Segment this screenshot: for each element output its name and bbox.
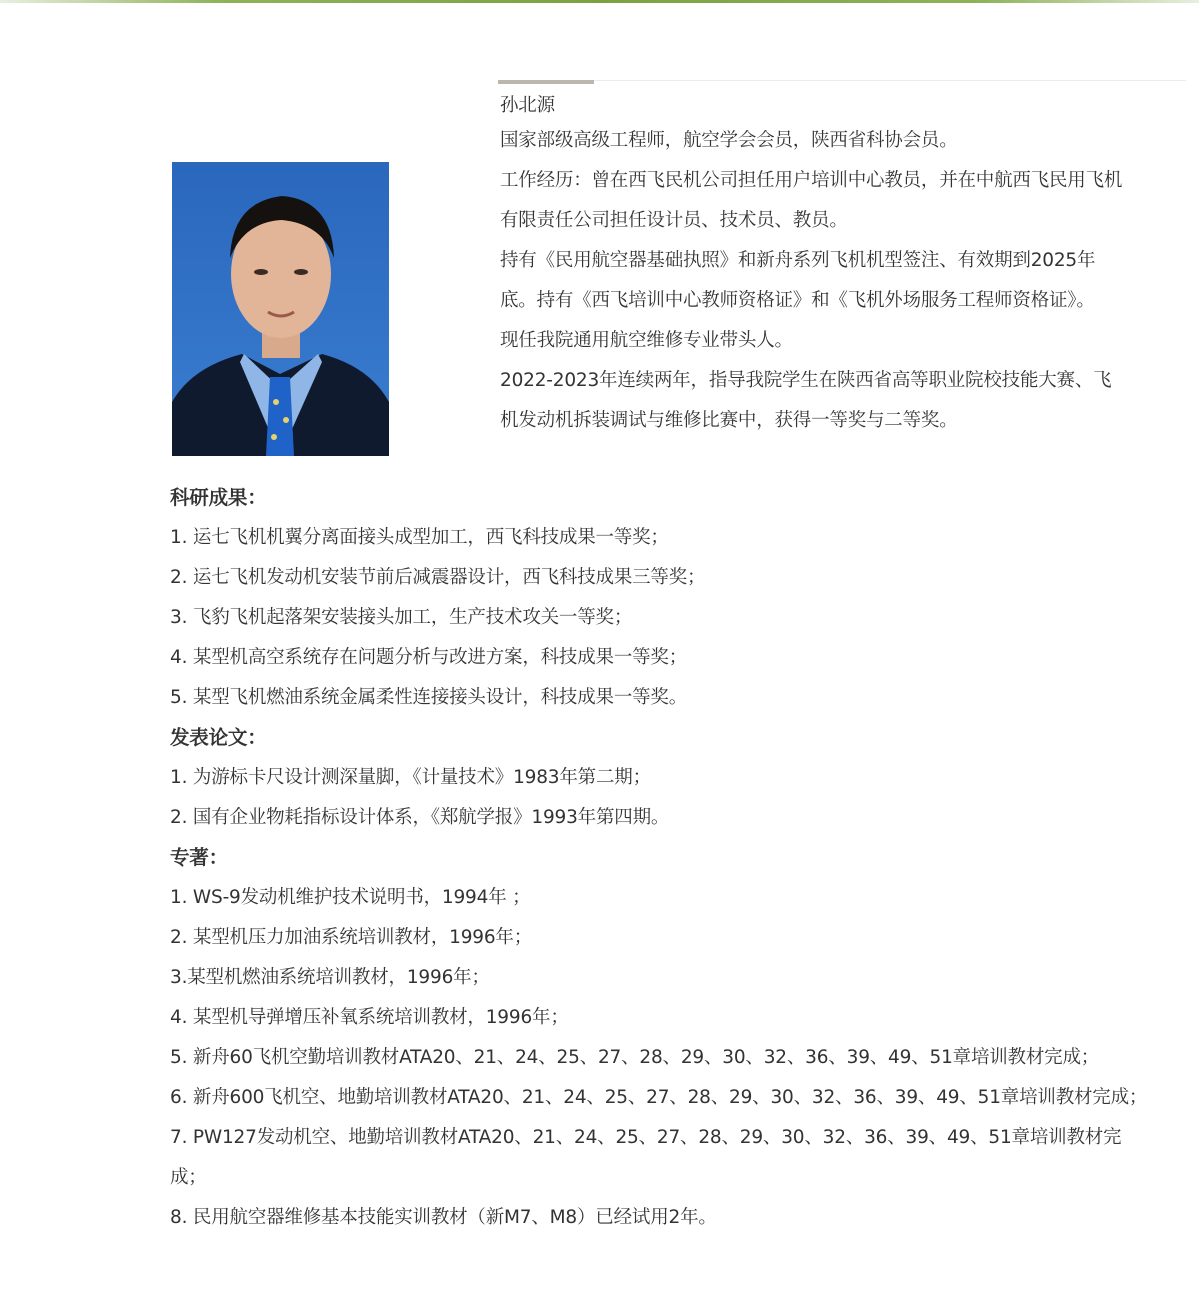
book-item: 4. 某型机导弹增压补氧系统培训教材，1996年； bbox=[170, 1007, 569, 1028]
bio-line-awards: 2022-2023年连续两年，指导我院学生在陕西省高等职业院校技能大赛、飞机发动机拆装调试与维修比赛中，获得一等奖与二等奖。 bbox=[500, 370, 1112, 431]
bio-line-experience: 工作经历：曾在西飞民机公司担任用户培训中心教员，并在中航西飞民用飞机有限责任公司担任设计员、技术员、教员。 bbox=[500, 170, 1123, 231]
book-item: 3.某型机燃油系统培训教材，1996年； bbox=[170, 967, 490, 988]
bio-line-certificates: 持有《民用航空器基础执照》和新舟系列飞机机型签注、有效期到2025年底。持有《西飞培训中心教师资格证》和《飞机外场服务工程师资格证》。 bbox=[500, 250, 1096, 311]
bio-line-title: 国家部级高级工程师，航空学会会员，陕西省科协会员。 bbox=[500, 130, 958, 151]
book-item: 1. WS-9发动机维护技术说明书，1994年 ； bbox=[170, 887, 531, 908]
book-item: 7. PW127发动机空、地勤培训教材ATA20、21、24、25、27、28、29、30、32、36、39、49、51章培训教材完成； bbox=[170, 1127, 1122, 1188]
paper-item: 1. 为游标卡尺设计测深量脚，《计量技术》1983年第二期； bbox=[170, 767, 651, 788]
research-item: 2. 运七飞机发动机安装节前后减震器设计，西飞科技成果三等奖； bbox=[170, 567, 706, 588]
bio-line-position: 现任我院通用航空维修专业带头人。 bbox=[500, 330, 793, 351]
top-accent-bar bbox=[0, 0, 1199, 3]
research-heading: 科研成果： bbox=[170, 486, 267, 509]
papers-heading: 发表论文： bbox=[170, 726, 267, 749]
books-heading: 专著： bbox=[170, 846, 228, 869]
book-item: 2. 某型机压力加油系统培训教材，1996年； bbox=[170, 927, 533, 948]
profile-name: 孙北源 bbox=[500, 95, 555, 116]
profile-photo bbox=[172, 162, 389, 456]
header-divider bbox=[498, 80, 1186, 81]
header-divider-accent bbox=[498, 80, 594, 84]
research-item: 1. 运七飞机机翼分离面接头成型加工，西飞科技成果一等奖； bbox=[170, 527, 669, 548]
book-item: 5. 新舟60飞机空勤培训教材ATA20、21、24、25、27、28、29、30、32、36、39、49、51章培训教材完成； bbox=[170, 1047, 1100, 1068]
book-item: 6. 新舟600飞机空、地勤培训教材ATA20、21、24、25、27、28、29、30、32、36、39、49、51章培训教材完成； bbox=[170, 1087, 1148, 1108]
paper-item: 2. 国有企业物耗指标设计体系，《郑航学报》1993年第四期。 bbox=[170, 807, 670, 828]
research-item: 5. 某型飞机燃油系统金属柔性连接接头设计，科技成果一等奖。 bbox=[170, 687, 688, 708]
achievements-content bbox=[170, 478, 1160, 1238]
profile-bio bbox=[500, 92, 1140, 441]
research-item: 4. 某型机高空系统存在问题分析与改进方案，科技成果一等奖； bbox=[170, 647, 688, 668]
research-item: 3. 飞豹飞机起落架安装接头加工，生产技术攻关一等奖； bbox=[170, 607, 633, 628]
book-item: 8. 民用航空器维修基本技能实训教材（新M7、M8）已经试用2年。 bbox=[170, 1207, 717, 1228]
